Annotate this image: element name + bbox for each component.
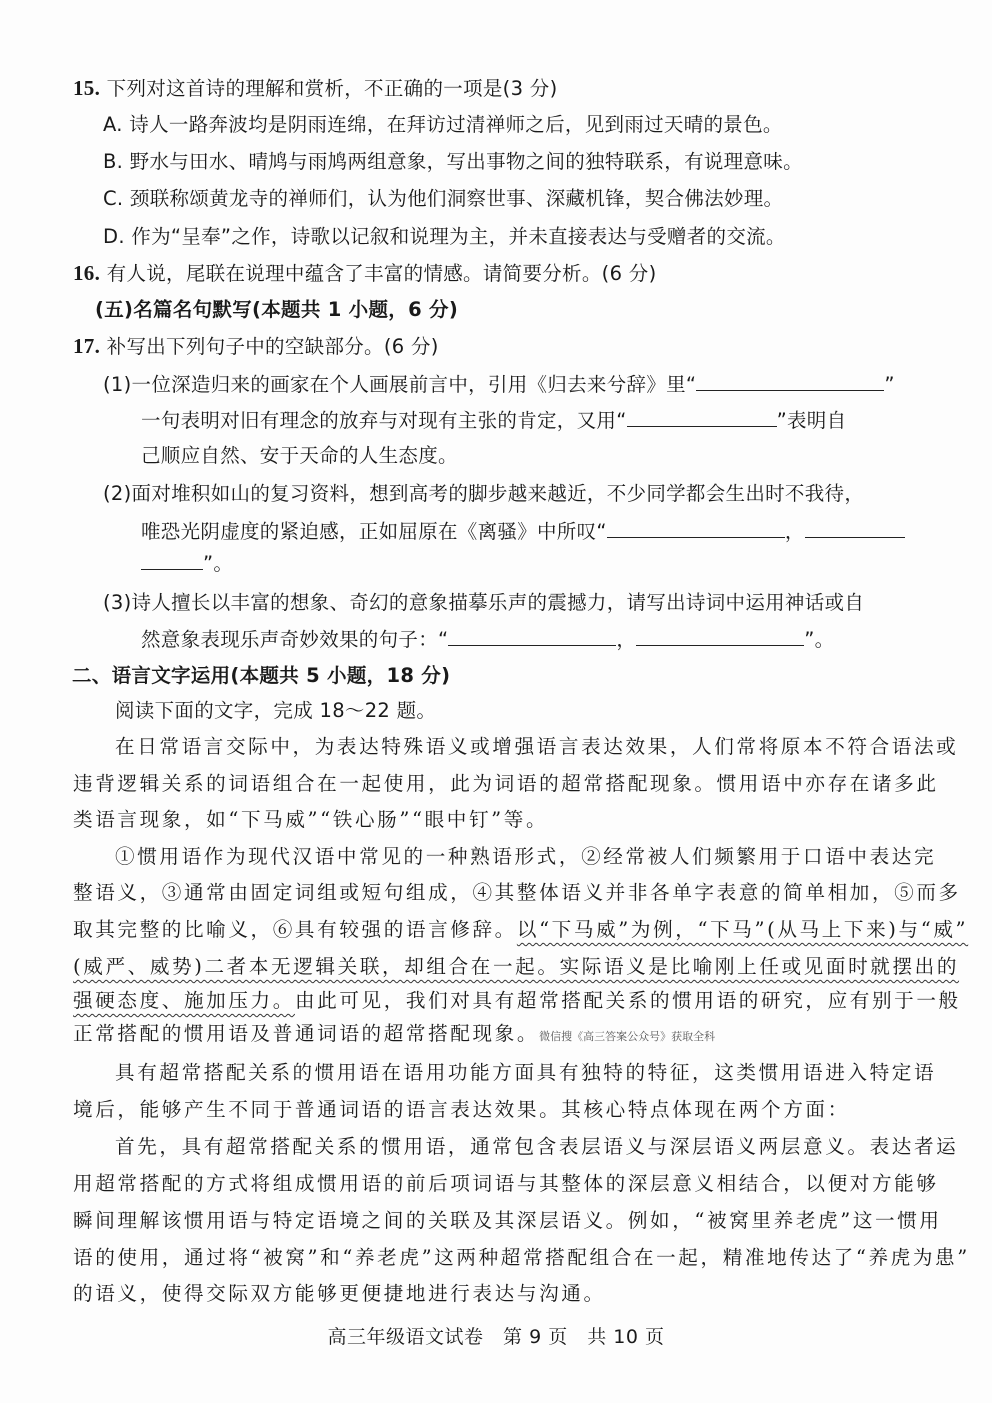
quote-mark: ”。 <box>804 628 835 651</box>
answer-blank[interactable] <box>607 519 785 538</box>
option-d: D. 作为“呈奉”之作，诗歌以记叙和说理为主，并未直接表达与受赠者的交流。 <box>103 225 786 248</box>
wavy-underlined-text: 强硬态度、施加压力。 <box>73 989 295 1012</box>
item-3-line-2 <box>141 627 834 652</box>
passage-line <box>73 955 959 979</box>
answer-blank[interactable] <box>448 627 616 646</box>
question-16 <box>73 261 656 286</box>
option-b: B. 野水与田水、晴鸠与雨鸠两组意象，写出事物之间的独特联系，有说理意味。 <box>103 150 803 173</box>
item-2-line-1: (2)面对堆积如山的复习资料，想到高考的脚步越来越近，不少同学都会生出时不我待， <box>103 482 865 505</box>
passage-line: 在日常语言交际中，为表达特殊语义或增强语言表达效果，人们常将原本不符合语法或 <box>115 735 959 758</box>
question-17 <box>73 334 439 359</box>
passage-line: ①惯用语作为现代汉语中常见的一种熟语形式，②经常被人们频繁用于口语中表达完 <box>115 845 937 868</box>
quote-mark: ” <box>884 373 895 396</box>
answer-blank[interactable] <box>627 408 777 427</box>
page-footer: 高三年级语文试卷 第 9 页 共 10 页 <box>327 1326 665 1348</box>
answer-blank[interactable] <box>141 551 203 570</box>
question-15 <box>73 76 557 101</box>
item-text: 然意象表现乐声奇妙效果的句子：“ <box>141 628 449 651</box>
question-number: 16. <box>73 261 101 285</box>
answer-blank[interactable] <box>636 627 804 646</box>
passage-line <box>73 918 968 942</box>
separator: ， <box>616 628 637 651</box>
passage-line: 瞬间理解该惯用语与特定语境之间的关联及其深层语义。例如，“被窝里养老虎”这一惯用 <box>73 1209 942 1232</box>
passage-line: 用超常搭配的方式将组成惯用语的前后项词语与其整体的深层意义相结合，以便对方能够 <box>73 1172 939 1195</box>
question-stem: 补写出下列句子中的空缺部分。(6 分) <box>106 335 439 358</box>
item-text: 唯恐光阴虚度的紧迫感，正如屈原在《离骚》中所叹“ <box>141 520 607 543</box>
watermark: 微信搜《高三答案公众号》获取全科 <box>539 1030 716 1043</box>
passage-line: 的语义，使得交际双方能够更便捷地进行表达与沟通。 <box>73 1282 606 1305</box>
item-2-line-3 <box>141 551 233 576</box>
passage-line: 整语义，③通常由固定词组或短句组成，④其整体语义并非各单字表意的简单相加，⑤而多 <box>73 881 961 904</box>
option-a: A. 诗人一路奔波均是阴雨连绵，在拜访过清禅师之后，见到雨过天晴的景色。 <box>103 113 783 136</box>
passage-text: 由此可见，我们对具有超常搭配关系的惯用语的研究，应有别于一般 <box>294 989 961 1012</box>
item-2-line-2 <box>141 519 905 544</box>
option-c: C. 颈联称颂黄龙寺的禅师们，认为他们洞察世事、深藏机锋，契合佛法妙理。 <box>103 187 784 210</box>
answer-blank[interactable] <box>696 372 884 391</box>
instruction: 阅读下面的文字，完成 18～22 题。 <box>115 699 437 722</box>
passage-line <box>73 989 961 1013</box>
item-text: ”表明自 <box>776 409 847 432</box>
passage-line: 类语言现象，如“下马威”“铁心肠”“眼中钉”等。 <box>73 808 549 831</box>
separator: ， <box>784 520 805 543</box>
wavy-underlined-text: 以“下马威”为例，“下马”(从马上下来)与“威” <box>516 918 969 941</box>
quote-mark: ”。 <box>203 552 234 575</box>
passage-line: 境后，能够产生不同于普通词语的语言表达效果。其核心特点体现在两个方面： <box>73 1098 850 1121</box>
question-number: 17. <box>73 334 101 358</box>
passage-line: 首先，具有超常搭配关系的惯用语，通常包含表层语义与深层语义两层意义。表达者运 <box>115 1135 959 1158</box>
passage-text: 取其完整的比喻义，⑥具有较强的语言修辞。 <box>73 918 517 941</box>
part-heading: 二、语言文字运用(本题共 5 小题，18 分) <box>72 664 451 687</box>
passage-line: 具有超常搭配关系的惯用语在语用功能方面具有独特的特征，这类惯用语进入特定语 <box>115 1061 937 1084</box>
item-3-line-1: (3)诗人擅长以丰富的想象、奇幻的意象描摹乐声的震撼力，请写出诗词中运用神话或自 <box>103 591 865 614</box>
question-number: 15. <box>73 76 101 100</box>
passage-text: 正常搭配的惯用语及普通词语的超常搭配现象。 <box>73 1022 540 1045</box>
item-1-line-1 <box>103 372 895 397</box>
question-stem: 下列对这首诗的理解和赏析，不正确的一项是(3 分) <box>106 77 558 100</box>
item-1-line-2 <box>141 408 846 433</box>
passage-line: 违背逻辑关系的词语组合在一起使用，此为词语的超常搭配现象。惯用语中亦存在诸多此 <box>73 772 939 795</box>
item-text: (1)一位深造归来的画家在个人画展前言中，引用《归去来兮辞》里“ <box>103 373 697 396</box>
item-1-line-3: 己顺应自然、安于天命的人生态度。 <box>141 444 458 467</box>
passage-line: 语的使用，通过将“被窝”和“养老虎”这两种超常搭配组合在一起，精准地传达了“养虎为患” <box>73 1246 970 1269</box>
item-text: 一句表明对旧有理念的放弃与对现有主张的肯定，又用“ <box>141 409 627 432</box>
section-heading: (五)名篇名句默写(本题共 1 小题，6 分) <box>95 298 459 321</box>
wavy-underlined-text: (威严、威势)二者本无逻辑关联，却组合在一起。实际语义是比喻刚上任或见面时就摆出的 <box>73 955 960 978</box>
question-stem: 有人说，尾联在说理中蕴含了丰富的情感。请简要分析。(6 分) <box>106 262 657 285</box>
passage-line <box>73 1022 715 1049</box>
answer-blank[interactable] <box>805 519 905 538</box>
